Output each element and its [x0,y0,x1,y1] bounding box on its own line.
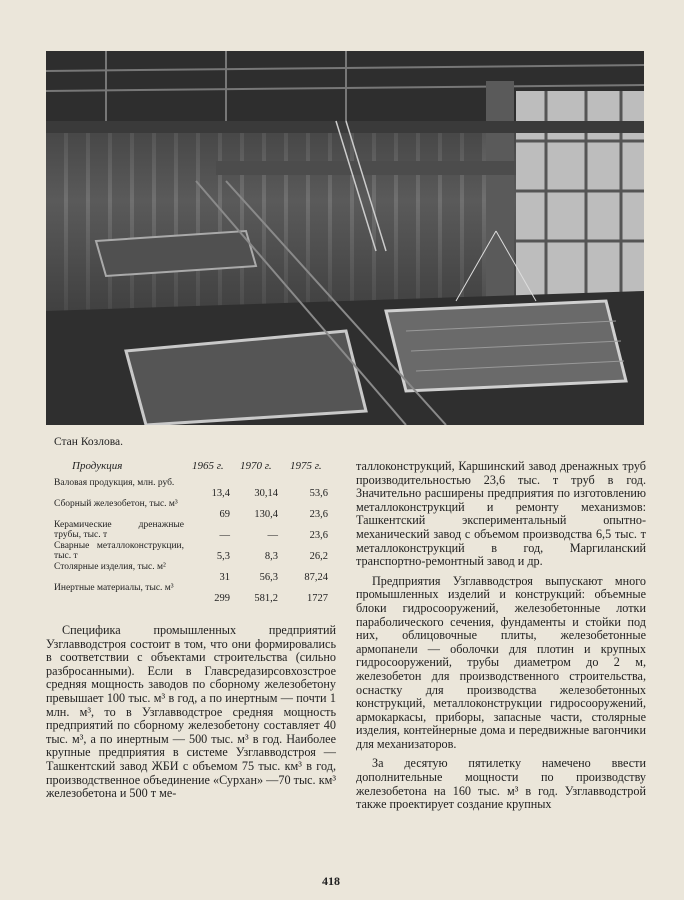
right-text-column [356,460,646,818]
header-1975: 1975 г. [290,460,322,472]
cell-1975: 23,6 [309,530,328,541]
table-row [54,541,344,562]
cell-1965: 5,3 [216,551,230,562]
cell-1975: 23,6 [309,509,328,520]
cell-1970: 8,3 [264,551,278,562]
cell-1975: 53,6 [309,488,328,499]
table-row [54,499,344,520]
table-row [54,583,344,604]
production-table [54,460,344,604]
row-label: Столярные изделия, тыс. м² [54,562,166,572]
body-paragraph: Предприятия Узглавводстроя выпускают много промышленных изделий и конструкций: объемные блоки гидросооружений, железобетонные лотки параболического сечения, фундаменты и стойки под них, облицовочные плиты, железобетонные армопанели — оболочки для плотин и крупных гидросооружений, трубы диаметром до 2 м, железобетон для производственного строительства, оснастку для производства железобетонных конструкций, металлоконструкции гидросооружений, армокаркасы, приборы, запасные части, столярные изделия, контейнерные дома и передвижные вагончики для механизаторов. [356,573,646,751]
row-label: Сборный железобетон, тыс. м³ [54,499,178,509]
header-1965: 1965 г. [192,460,224,472]
cell-1965: 13,4 [211,488,230,499]
cell-1975: 87,24 [304,572,328,583]
cell-1970: 56,3 [259,572,278,583]
body-paragraph: За десятую пятилетку намечено ввести дополнительные мощности по производству железобетона на 160 тыс. м³ в год. Узглавводстрой также проектирует создание крупных [356,756,646,812]
cell-1975: 1727 [307,593,328,604]
table-row [54,478,344,499]
body-paragraph: таллоконструкций, Каршинский завод дренажных труб производительностью 23,6 тыс. т труб в год. Значительно расширены предприятия по изготовлению металлоконструкций и ремонту механизмов: Ташкентский экспериментальный опытно-механический завод с объемом производства 6,5 тыс. т металлоконструкций в год, Маргиланский транспортно-ремонтный завод и др. [356,459,646,569]
cell-1965: 299 [214,593,230,604]
cell-1970: 30,14 [254,488,278,499]
table-header [54,460,344,478]
cell-1975: 26,2 [309,551,328,562]
photo-caption: Стан Козлова. [54,436,123,448]
factory-photo-illustration [46,51,644,425]
left-text-column [46,624,336,807]
header-product: Продукция [72,460,123,472]
factory-photo [46,51,644,425]
table-row [54,562,344,583]
body-paragraph: Специфика промышленных предприятий Узглавводстроя состоит в том, что они формировались в соответствии с объектами строительства (сильно разбросанными). Если в Главсредазирсовхозстрое средняя мощность заводов по сборному железобетону превышает 100 тыс. м³ в год, а по инертным — почти 1 млн. м³, то в Узглавводстрое средняя мощность предприятий по сборному железобетону составляет 40 тыс. м³, а по инертным — 500 тыс. м³ в год. Наиболее крупные предприятия в системе Узглавводстроя — Ташкентский завод ЖБИ с объемом 75 тыс. км³ в год, производственное объединение «Сурхан» —70 тыс. км³ железобетона и 500 т ме- [46,623,336,801]
cell-1965: 69 [219,509,230,520]
cell-1965: — [219,530,230,541]
row-label: Сварные металлоконструкции, тыс. т [54,541,184,561]
row-label: Инертные материалы, тыс. м³ [54,583,174,593]
cell-1970: 581,2 [254,593,278,604]
cell-1965: 31 [219,572,230,583]
row-label: Керамические дренажные трубы, тыс. т [54,520,184,540]
row-label: Валовая продукция, млн. руб. [54,478,175,488]
cell-1970: 130,4 [254,509,278,520]
header-1970: 1970 г. [240,460,272,472]
table-row [54,520,344,541]
cell-1970: — [267,530,278,541]
page-number: 418 [322,874,340,888]
